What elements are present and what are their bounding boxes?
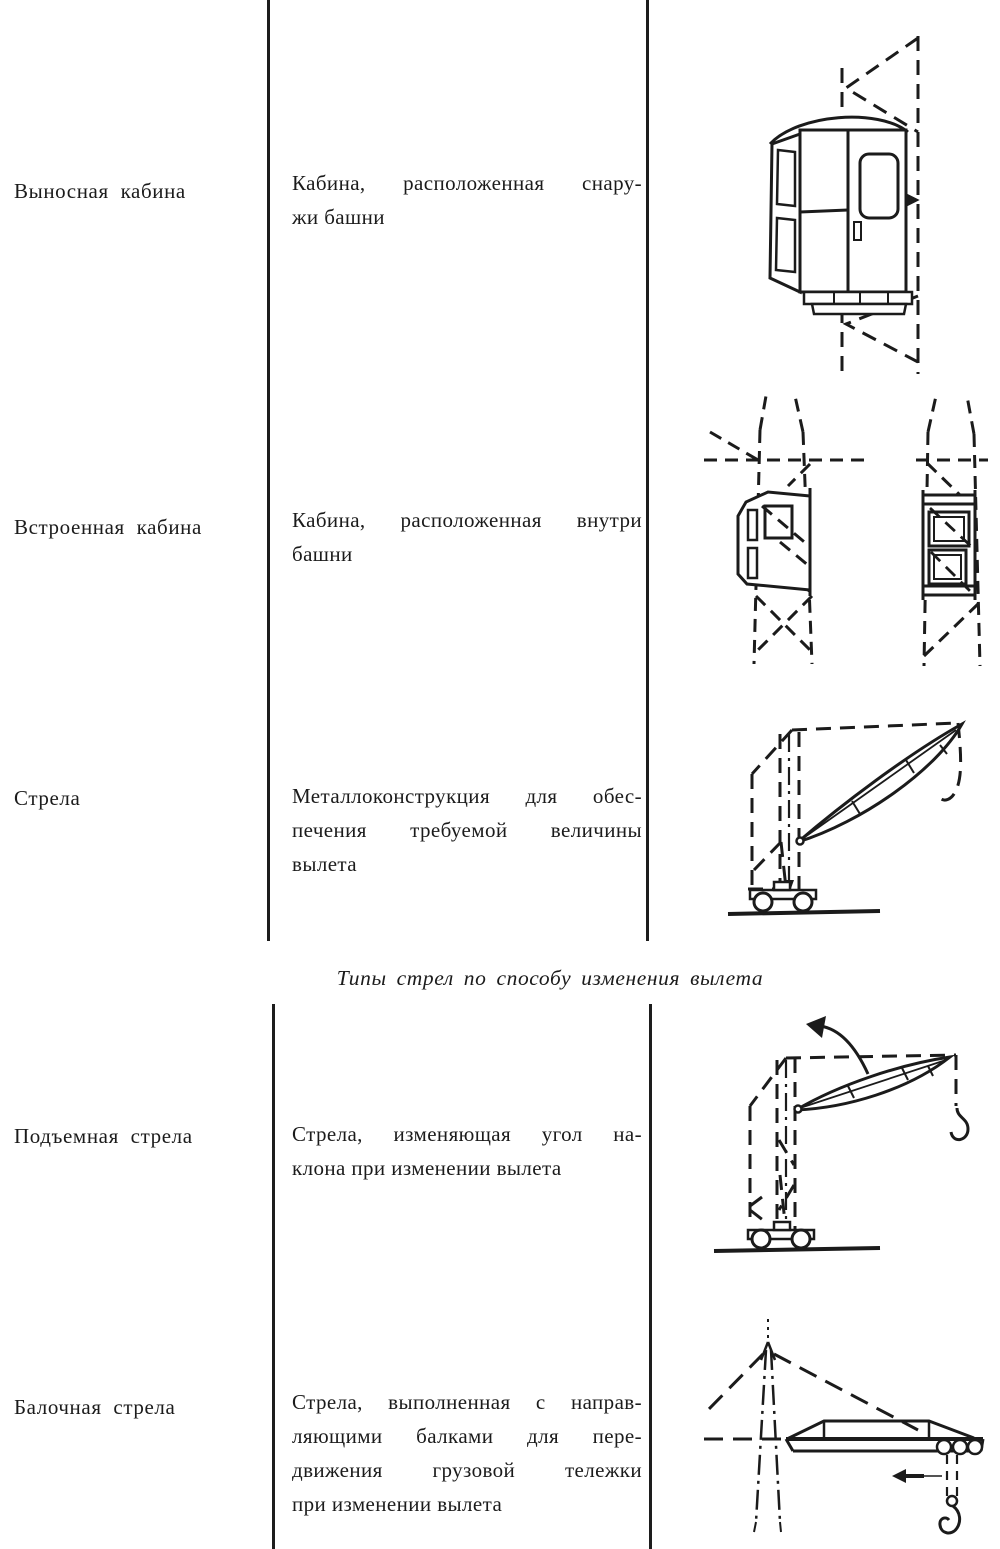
definition-line: Металлоконструкция для обес- bbox=[292, 784, 642, 808]
term-vynosnaya-kabina: Выносная кабина bbox=[14, 179, 186, 203]
cabin-inside-tower-figure bbox=[690, 390, 1000, 690]
lower-table-divider-right bbox=[649, 1004, 652, 1549]
definition-line: ляющими балками для пере- bbox=[292, 1424, 642, 1448]
definition-line: башни bbox=[292, 542, 353, 566]
upper-table-divider-right bbox=[646, 0, 649, 941]
definition-line: вылета bbox=[292, 852, 357, 876]
term-strela: Стрела bbox=[14, 786, 81, 810]
term-balochnaya-strela: Балочная стрела bbox=[14, 1395, 176, 1419]
luffing-jib-crane-figure bbox=[700, 1010, 1000, 1270]
definition-line: Стрела, изменяющая угол на- bbox=[292, 1122, 642, 1146]
beam-jib-crane-figure bbox=[690, 1310, 1000, 1549]
definition-vynosnaya-kabina bbox=[292, 166, 642, 234]
lower-table-divider-left bbox=[272, 1004, 275, 1549]
term-vstroennaya-kabina: Встроенная кабина bbox=[14, 515, 202, 539]
upper-table-divider-left bbox=[267, 0, 270, 941]
definition-line: Кабина, расположенная внутри bbox=[292, 508, 642, 532]
definition-vstroennaya-kabina bbox=[292, 503, 642, 571]
definition-strela bbox=[292, 779, 642, 881]
cabin-outside-tower-figure bbox=[700, 8, 940, 380]
definition-line: жи башни bbox=[292, 205, 385, 229]
definition-line: при изменении вылета bbox=[292, 1492, 503, 1516]
definition-line: клона при изменении вылета bbox=[292, 1156, 562, 1180]
definition-line: движения грузовой тележки bbox=[292, 1458, 642, 1482]
definition-line: Стрела, выполненная с направ- bbox=[292, 1390, 642, 1414]
term-podyemnaya-strela: Подъемная стрела bbox=[14, 1124, 193, 1148]
definition-line: печения требуемой величины bbox=[292, 818, 642, 842]
definition-balochnaya-strela bbox=[292, 1385, 642, 1521]
definition-podyemnaya-strela bbox=[292, 1117, 642, 1185]
crane-jib-figure bbox=[700, 690, 1000, 940]
definition-line: Кабина, расположенная снару- bbox=[292, 171, 642, 195]
section-heading: Типы стрел по способу изменения вылета bbox=[336, 966, 764, 990]
